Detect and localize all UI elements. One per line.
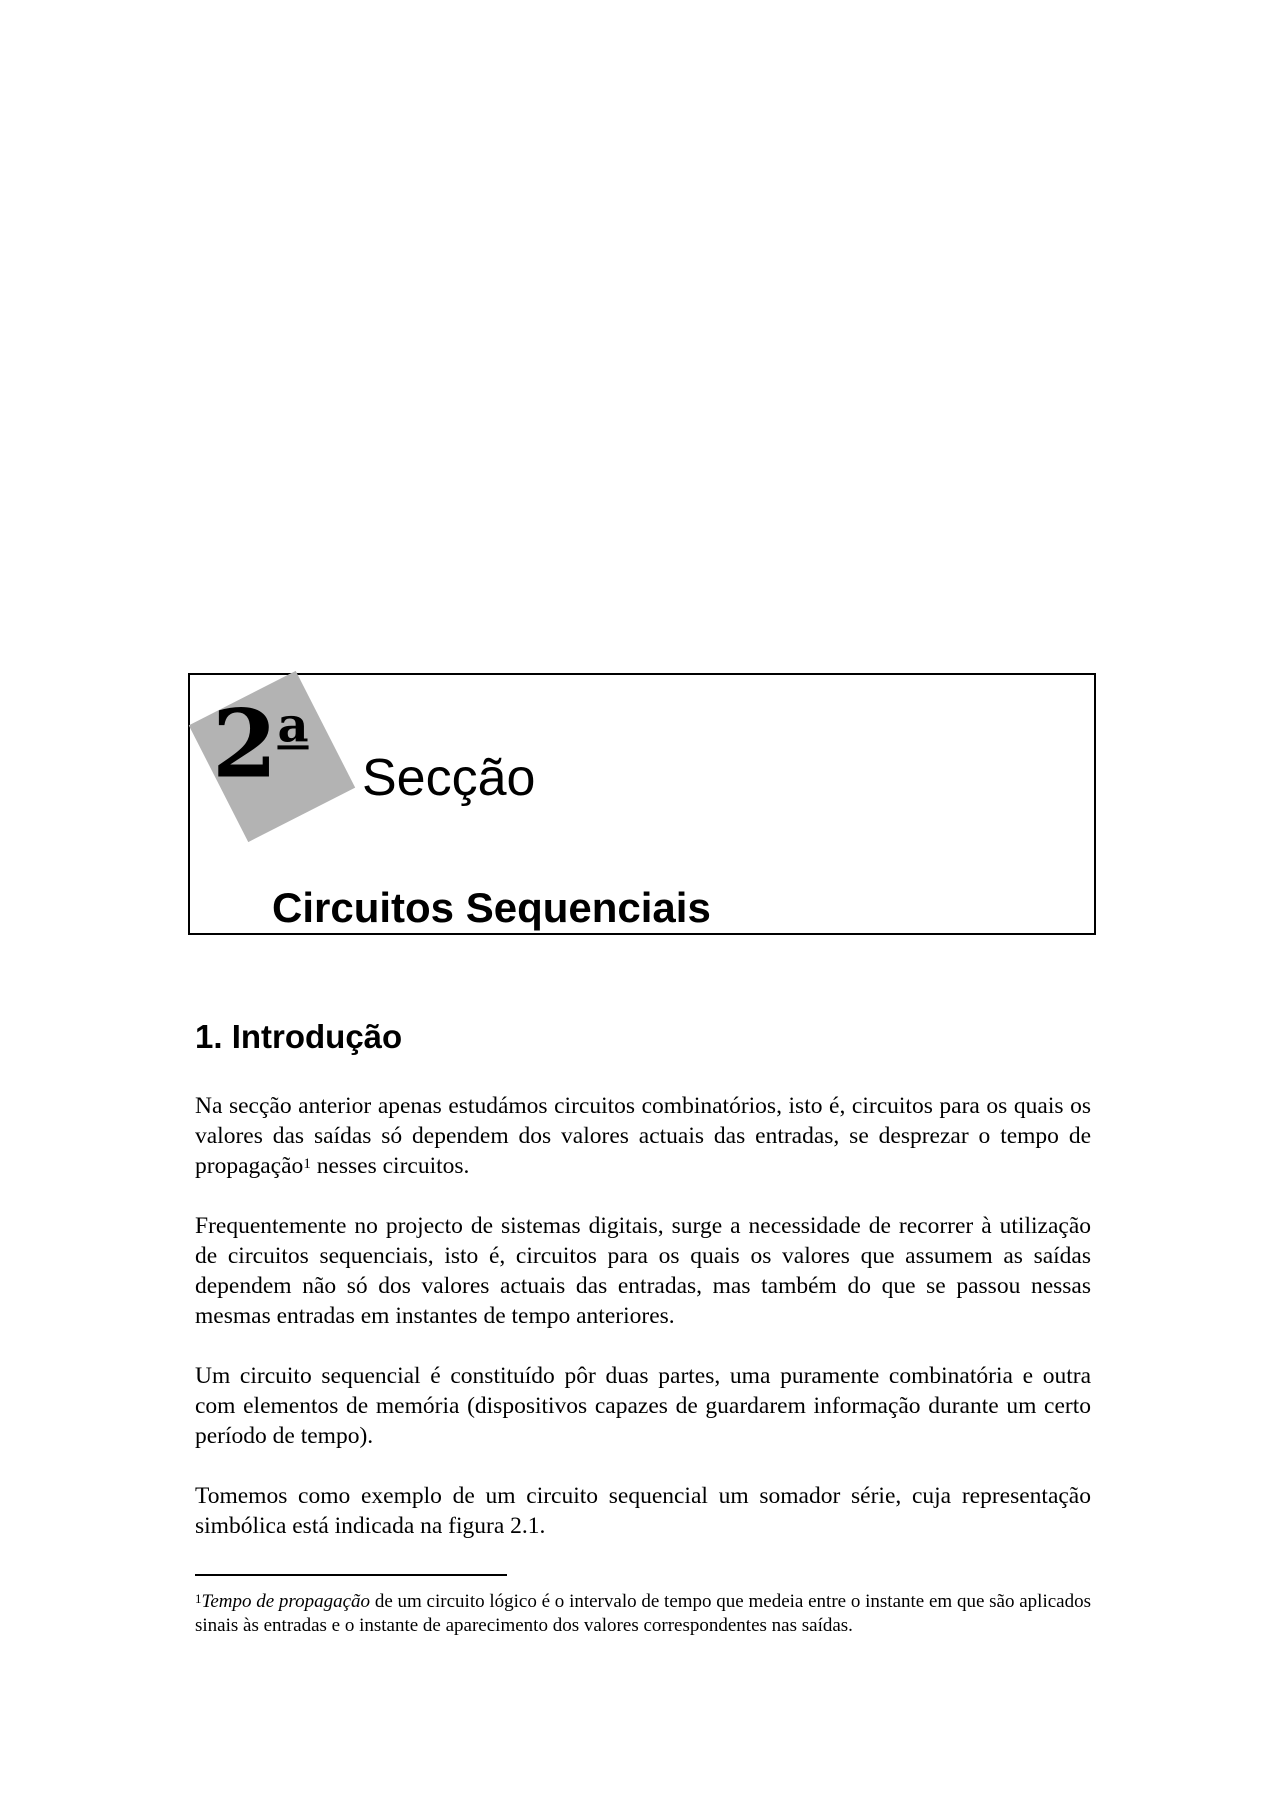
footnote — [195, 1590, 1091, 1638]
footnote-marker: 1 — [195, 1591, 202, 1606]
footnote-reference: 1 — [303, 1156, 311, 1172]
intro-heading: 1. Introdução — [195, 1018, 403, 1055]
footnote-term: Tempo de propagação — [201, 1591, 371, 1612]
section-label: Secção — [362, 749, 536, 807]
paragraph: Frequentemente no projecto de sistemas digitais, surge a necessidade de recorrer à utilização de circuitos sequenciais, isto é, circuitos para os quais os valores que assumem as saídas dependem não só dos valores actuais das entradas, mas também do que se passou nessas mesmas entradas em instantes de tempo anteriores. — [195, 1213, 1091, 1329]
paragraph — [195, 1091, 1091, 1181]
paragraph: Um circuito sequencial é constituído pôr duas partes, uma puramente combinatória e outra com elementos de memória (dispositivos capazes de guardarem informação durante um certo período de tempo). — [195, 1363, 1091, 1449]
footnote-divider — [195, 1574, 507, 1576]
paragraph: Tomemos como exemplo de um circuito sequencial um somador série, cuja representação simbólica está indicada na figura 2.1. — [195, 1483, 1091, 1539]
section-title: Circuitos Sequenciais — [272, 884, 711, 931]
paragraph-text: nesses circuitos. — [310, 1153, 470, 1179]
intro-body — [195, 1091, 1091, 1571]
footnote-text: de um circuito lógico é o intervalo de tempo que medeia entre o instante em que são aplicados sinais às entradas e o instante de aparecimento dos valores correspondentes nas saídas. — [195, 1591, 1091, 1636]
paragraph-text: Na secção anterior apenas estudámos circuitos combinatórios, isto é, circuitos para os quais os valores das saídas só dependem dos valores actuais das entradas, se desprezar o tempo de propagação — [195, 1093, 1091, 1179]
section-ordinal-number: 2 — [212, 689, 278, 800]
section-ordinal-suffix: a — [277, 697, 309, 754]
